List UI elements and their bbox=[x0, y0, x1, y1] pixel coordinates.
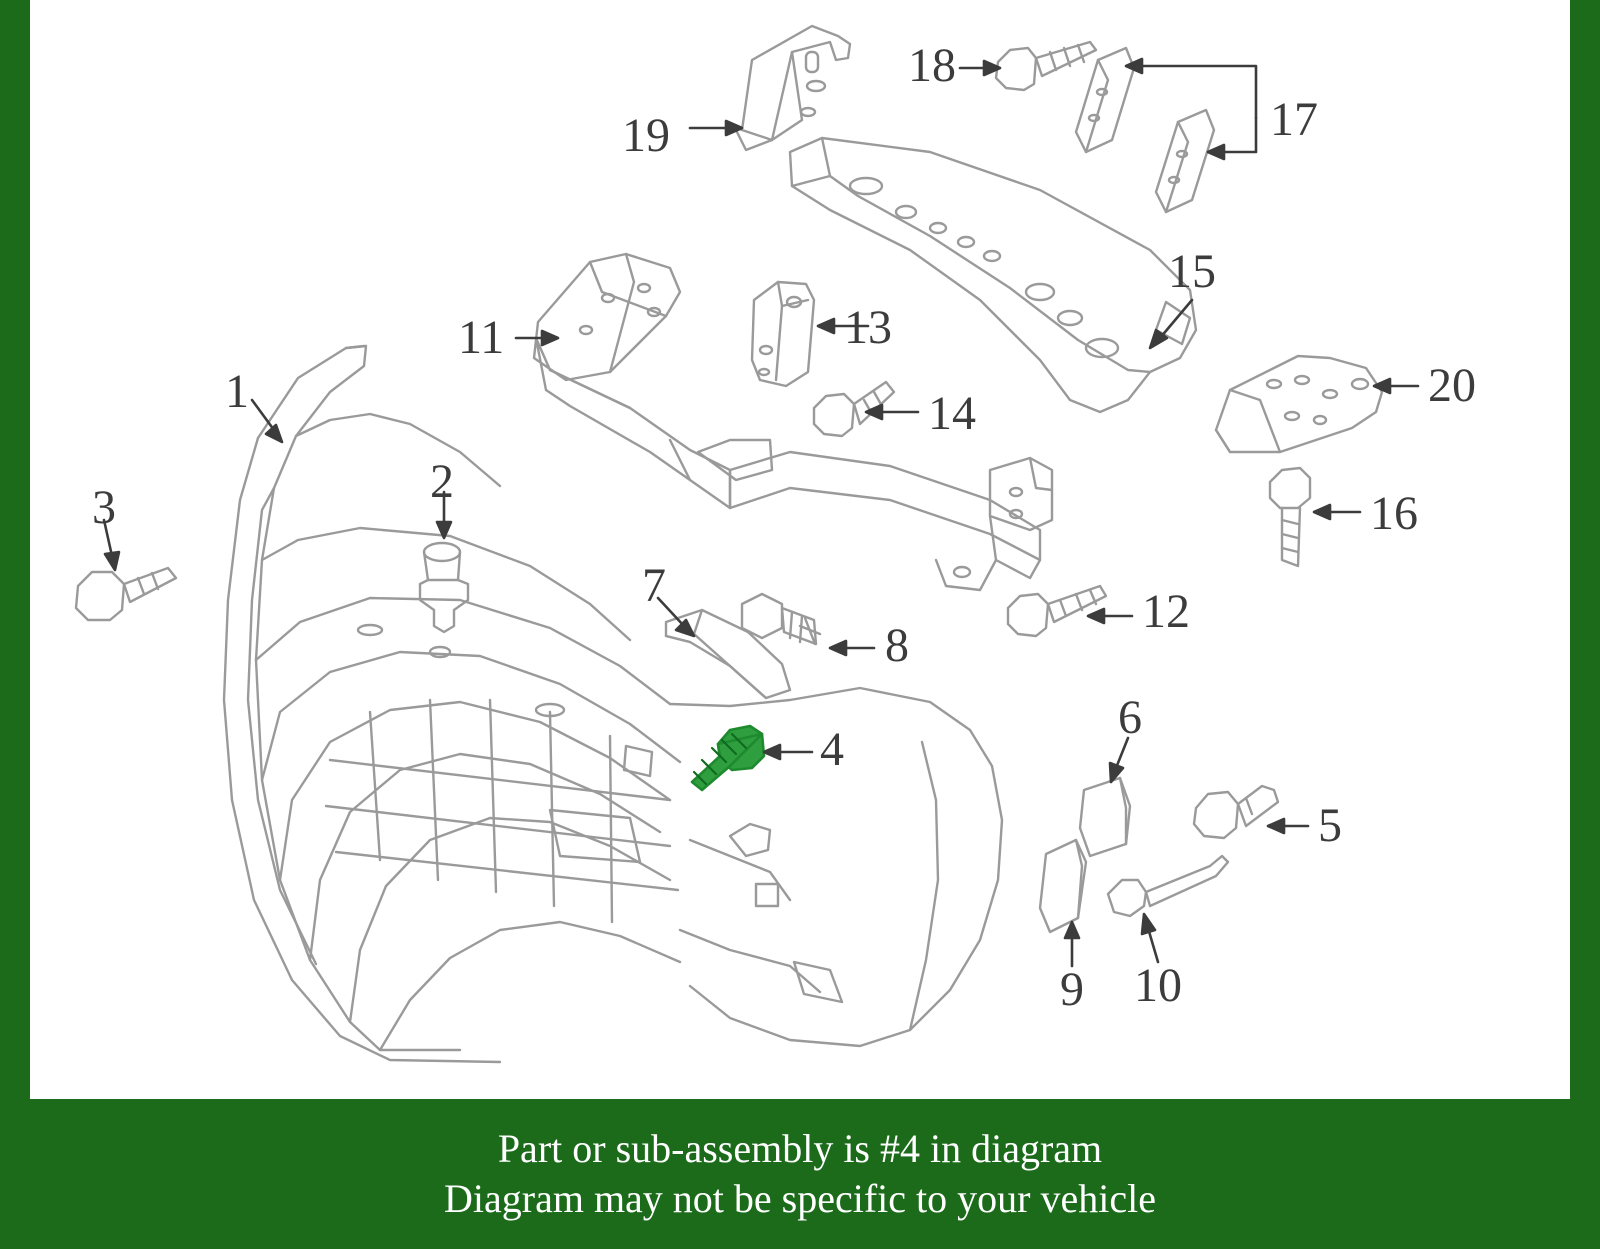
radiator-support-shape bbox=[536, 338, 1052, 590]
frame-border-left bbox=[0, 0, 30, 1249]
callout-13: 13 bbox=[844, 301, 892, 354]
banner-line-2: Diagram may not be specific to your vehicle bbox=[444, 1176, 1156, 1221]
part-5-shape bbox=[1194, 786, 1278, 838]
banner-line-1: Part or sub-assembly is #4 in diagram bbox=[497, 1126, 1103, 1171]
callout-8: 8 bbox=[885, 619, 909, 672]
callout-10: 10 bbox=[1134, 959, 1182, 1012]
callout-16: 16 bbox=[1370, 487, 1418, 540]
callout-7: 7 bbox=[642, 559, 666, 612]
part-3-shape bbox=[76, 568, 176, 620]
part-13-shape bbox=[752, 282, 814, 386]
diagram-disclaimer-banner bbox=[30, 1099, 1570, 1249]
callout-1: 1 bbox=[225, 365, 249, 418]
callout-14: 14 bbox=[928, 387, 976, 440]
callout-12: 12 bbox=[1142, 585, 1190, 638]
callout-17: 17 bbox=[1270, 93, 1318, 146]
diagram-canvas bbox=[30, 0, 1570, 1100]
part-12-shape bbox=[1008, 586, 1106, 636]
callout-15: 15 bbox=[1168, 245, 1216, 298]
exploded-parts-illustration bbox=[30, 0, 1570, 1100]
callout-5: 5 bbox=[1318, 799, 1342, 852]
leader-lines bbox=[104, 59, 1418, 966]
part-19-shape bbox=[734, 26, 850, 150]
part-15-shape bbox=[790, 138, 1196, 412]
part-2-shape bbox=[420, 543, 468, 632]
part-9-shape bbox=[1040, 840, 1086, 932]
part-16-shape bbox=[1270, 468, 1310, 566]
part-1-shape bbox=[224, 346, 680, 1062]
part-6-shape bbox=[1080, 778, 1130, 856]
frame-border-right bbox=[1570, 0, 1600, 1249]
callout-4: 4 bbox=[820, 723, 844, 776]
part-10-shape bbox=[1108, 856, 1228, 916]
callout-6: 6 bbox=[1118, 691, 1142, 744]
part-17-shape bbox=[1076, 48, 1214, 212]
part-18-shape bbox=[996, 42, 1096, 90]
callout-20: 20 bbox=[1428, 359, 1476, 412]
part-4-shape-highlighted bbox=[692, 726, 764, 790]
callout-18: 18 bbox=[908, 39, 956, 92]
callout-3: 3 bbox=[92, 481, 116, 534]
callout-9: 9 bbox=[1060, 963, 1084, 1016]
callout-2: 2 bbox=[430, 455, 454, 508]
part-20-shape bbox=[1216, 356, 1382, 452]
callout-19: 19 bbox=[622, 109, 670, 162]
part-11-shape bbox=[534, 254, 680, 380]
callout-11: 11 bbox=[458, 311, 505, 364]
